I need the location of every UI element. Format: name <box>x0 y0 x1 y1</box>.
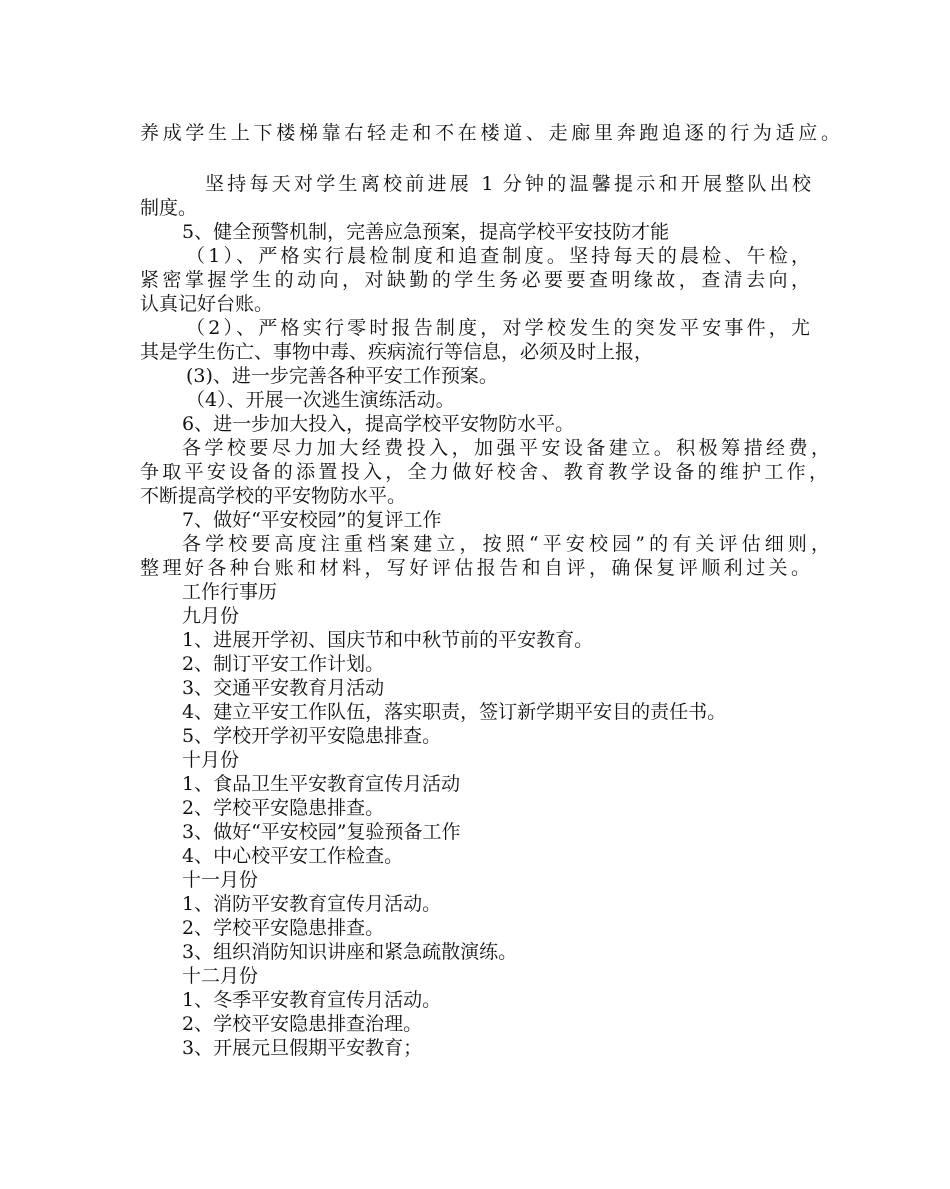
text-line: 紧密掌握学生的动向，对缺勤的学生务必要要查明缘故，查清去向， <box>140 269 810 291</box>
list-item: 3、开展元旦假期平安教育； <box>182 1037 423 1059</box>
text-line: 不断提高学校的平安物防水平。 <box>140 485 407 507</box>
text-line: （2）、严格实行零时报告制度，对学校发生的突发平安事件，尤 <box>186 317 810 339</box>
text-line: 整理好各种台账和材料，写好评估报告和自评，确保复评顺利过关。 <box>140 557 810 579</box>
text-line: (3)、进一步完善各种平安工作预案。 <box>186 365 498 387</box>
text-line: （4）、开展一次逃生演练活动。 <box>186 389 455 411</box>
section-heading: 工作行事历 <box>182 581 278 603</box>
text-line: 争取平安设备的添置投入，全力做好校舍、教育教学设备的维护工作， <box>140 461 828 483</box>
text-line: 各学校要高度注重档案建立，按照“平安校园”的有关评估细则， <box>182 533 830 555</box>
text-line: 认真记好台账。 <box>140 293 274 315</box>
list-item: 1、冬季平安教育宣传月活动。 <box>182 989 442 1011</box>
list-item: 2、制订平安工作计划。 <box>182 653 385 675</box>
list-item: 1、食品卫生平安教育宣传月活动 <box>182 773 461 795</box>
month-heading: 十月份 <box>182 749 240 771</box>
text-line: 制度。 <box>140 197 198 219</box>
list-item: 5、学校开学初平安隐患排查。 <box>182 725 442 747</box>
list-item: 3、交通平安教育月活动 <box>182 677 385 699</box>
month-heading: 十二月份 <box>182 965 259 987</box>
list-item: 1、进展开学初、国庆节和中秋节前的平安教育。 <box>182 629 594 651</box>
month-heading: 九月份 <box>182 605 240 627</box>
list-item: 3、做好“平安校园”复验预备工作 <box>182 821 461 843</box>
text-line: （1）、严格实行晨检制度和追查制度。坚持每天的晨检、午检， <box>186 245 810 267</box>
list-item: 4、中心校平安工作检查。 <box>182 845 404 867</box>
list-item: 2、学校平安隐患排查。 <box>182 917 385 939</box>
month-heading: 十一月份 <box>182 869 259 891</box>
list-item: 2、学校平安隐患排查。 <box>182 797 385 819</box>
text-line: 养成学生上下楼梯靠右轻走和不在楼道、走廊里奔跑追逐的行为适应。 <box>140 122 840 144</box>
text-line: 坚持每天对学生离校前进展 1 分钟的温馨提示和开展整队出校 <box>205 173 811 195</box>
section-heading: 6、进一步加大投入，提高学校平安物防水平。 <box>182 413 575 435</box>
list-item: 4、建立平安工作队伍，落实职责，签订新学期平安目的责任书。 <box>182 701 727 723</box>
list-item: 3、组织消防知识讲座和紧急疏散演练。 <box>182 941 518 963</box>
list-item: 2、学校平安隐患排查治理。 <box>182 1013 423 1035</box>
section-heading: 7、做好“平安校园”的复评工作 <box>182 509 442 531</box>
text-line: 其是学生伤亡、事物中毒、疾病流行等信息，必须及时上报， <box>140 341 654 363</box>
text-line: 各学校要尽力加大经费投入，加强平安设备建立。积极筹措经费， <box>182 437 830 459</box>
section-heading: 5、健全预警机制，完善应急预案，提高学校平安技防才能 <box>182 221 670 243</box>
list-item: 1、消防平安教育宣传月活动。 <box>182 893 442 915</box>
